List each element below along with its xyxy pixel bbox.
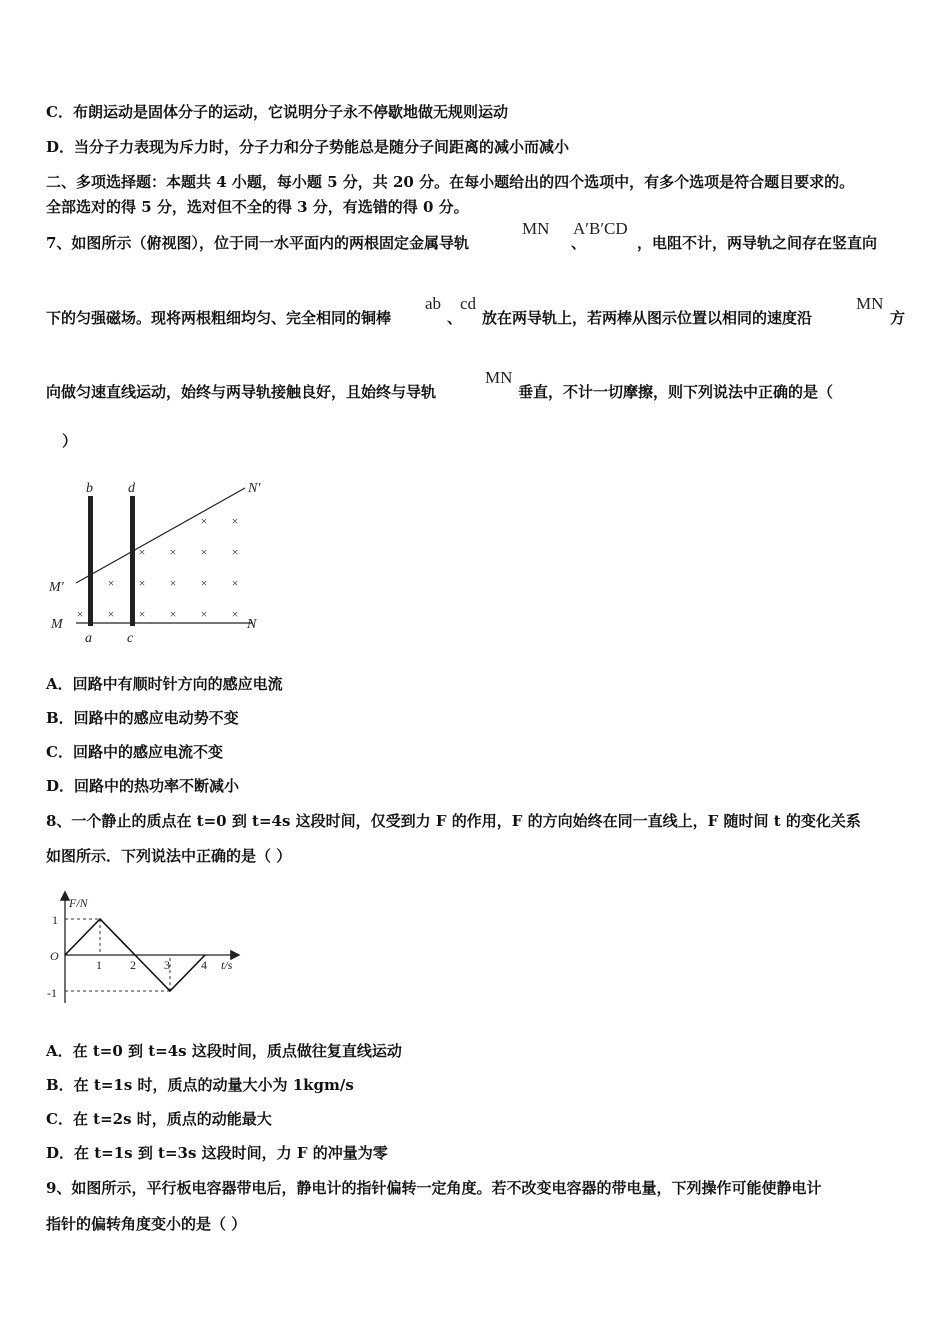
field-mark: × bbox=[231, 576, 239, 590]
label-b: b bbox=[86, 481, 93, 496]
label-a: a bbox=[85, 631, 92, 646]
field-mark: × bbox=[200, 607, 208, 621]
field-mark: × bbox=[138, 576, 146, 590]
field-mark: × bbox=[200, 514, 208, 528]
q6-option-d: D．当分子力表现为斥力时，分子力和分子势能总是随分子间距离的减小而减小 bbox=[46, 138, 570, 156]
q8-option-b: B．在 t=1s 时，质点的动量大小为 1kgm/s bbox=[46, 1076, 354, 1094]
q8-option-a: A．在 t=0 到 t=4s 这段时间，质点做往复直线运动 bbox=[46, 1042, 402, 1060]
x-tick-label: 3 bbox=[164, 958, 170, 972]
x-axis-label: t/s bbox=[221, 958, 233, 972]
q7-rails-figure bbox=[40, 470, 280, 650]
q7-stem-part6: 向做匀速直线运动，始终与两导轨接触良好，且始终与导轨 bbox=[46, 383, 437, 401]
x-tick-label: 2 bbox=[130, 958, 136, 972]
q9-stem-line1: 9、如图所示，平行板电容器带电后，静电计的指针偏转一定角度。若不改变电容器的带电量，下列操作可能使静电计 bbox=[46, 1179, 822, 1197]
field-mark: × bbox=[76, 607, 84, 621]
q7-math-mn: MN bbox=[485, 368, 513, 387]
q7-option-b: B．回路中的感应电动势不变 bbox=[46, 709, 239, 727]
label-m-prime: M′ bbox=[49, 580, 64, 595]
q7-math-ab: ab bbox=[425, 294, 442, 313]
q7-option-c: C．回路中的感应电流不变 bbox=[46, 743, 223, 761]
q7-math-abcd: A′B′CD bbox=[573, 219, 628, 238]
q7-stem-part4: 放在两导轨上，若两棒从图示位置以相同的速度沿 bbox=[482, 309, 813, 327]
q7-option-a: A．回路中有顺时针方向的感应电流 bbox=[46, 675, 283, 693]
field-mark: × bbox=[200, 545, 208, 559]
q7-stem-part2: ，电阻不计，两导轨之间存在竖直向 bbox=[637, 234, 878, 252]
field-mark: × bbox=[231, 607, 239, 621]
rod-cd bbox=[130, 496, 135, 626]
field-mark: × bbox=[169, 576, 177, 590]
q7-math-mn: MN bbox=[522, 219, 550, 238]
field-mark: × bbox=[107, 607, 115, 621]
field-mark: × bbox=[200, 576, 208, 590]
field-mark: × bbox=[169, 545, 177, 559]
field-mark: × bbox=[138, 545, 146, 559]
q8-option-d: D．在 t=1s 到 t=3s 这段时间，力 F 的冲量为零 bbox=[46, 1144, 388, 1162]
q8-stem-line1: 8、一个静止的质点在 t=0 到 t=4s 这段时间，仅受到力 F 的作用，F 的方向始终在同一直线上，F 随时间 t 的变化关系 bbox=[46, 812, 861, 830]
q7-option-d: D．回路中的热功率不断减小 bbox=[46, 777, 240, 795]
y-tick-label: 1 bbox=[52, 913, 58, 927]
q7-stem-close: ） bbox=[62, 432, 78, 450]
rail-mpnp bbox=[76, 488, 245, 583]
label-n-prime: N′ bbox=[248, 481, 261, 496]
q7-math-cd: cd bbox=[460, 294, 477, 313]
q9-stem-line2: 指针的偏转角度变小的是（ ） bbox=[46, 1215, 247, 1233]
q7-separator: 、 bbox=[447, 309, 463, 327]
rod-ab bbox=[88, 496, 93, 626]
q7-stem-part7: 垂直，不计一切摩擦，则下列说法中正确的是（ bbox=[518, 383, 834, 401]
q8-force-graph bbox=[40, 885, 250, 1010]
field-mark: × bbox=[231, 545, 239, 559]
label-m: M bbox=[51, 617, 63, 632]
q8-option-c: C．在 t=2s 时，质点的动能最大 bbox=[46, 1110, 272, 1128]
x-tick-label: 4 bbox=[201, 958, 207, 972]
label-d: d bbox=[128, 481, 135, 496]
label-n: N bbox=[247, 617, 257, 632]
origin-label: O bbox=[50, 949, 59, 963]
field-mark: × bbox=[138, 607, 146, 621]
q7-separator: 、 bbox=[571, 234, 587, 252]
field-mark: × bbox=[231, 514, 239, 528]
q7-stem-part3: 下的匀强磁场。现将两根粗细均匀、完全相同的铜棒 bbox=[46, 309, 392, 327]
q7-stem-part5: 方 bbox=[890, 309, 906, 327]
label-c: c bbox=[127, 631, 134, 646]
section2-heading-line2: 全部选对的得 5 分，选对但不全的得 3 分，有选错的得 0 分。 bbox=[46, 198, 469, 216]
q7-math-mn: MN bbox=[856, 294, 884, 313]
q6-option-c: C．布朗运动是固体分子的运动，它说明分子永不停歇地做无规则运动 bbox=[46, 103, 508, 121]
q8-stem-line2: 如图所示．下列说法中正确的是（ ） bbox=[46, 847, 292, 865]
y-axis-label: F/N bbox=[69, 896, 88, 910]
field-mark: × bbox=[169, 607, 177, 621]
section2-heading-line1: 二、多项选择题：本题共 4 小题，每小题 5 分，共 20 分。在每小题给出的四个选项中，有多个选项是符合题目要求的。 bbox=[46, 173, 855, 191]
y-tick-label: -1 bbox=[47, 986, 57, 1000]
q7-stem-part1: 7、如图所示（俯视图），位于同一水平面内的两根固定金属导轨 bbox=[46, 234, 469, 252]
x-tick-label: 1 bbox=[96, 958, 102, 972]
field-mark: × bbox=[107, 576, 115, 590]
